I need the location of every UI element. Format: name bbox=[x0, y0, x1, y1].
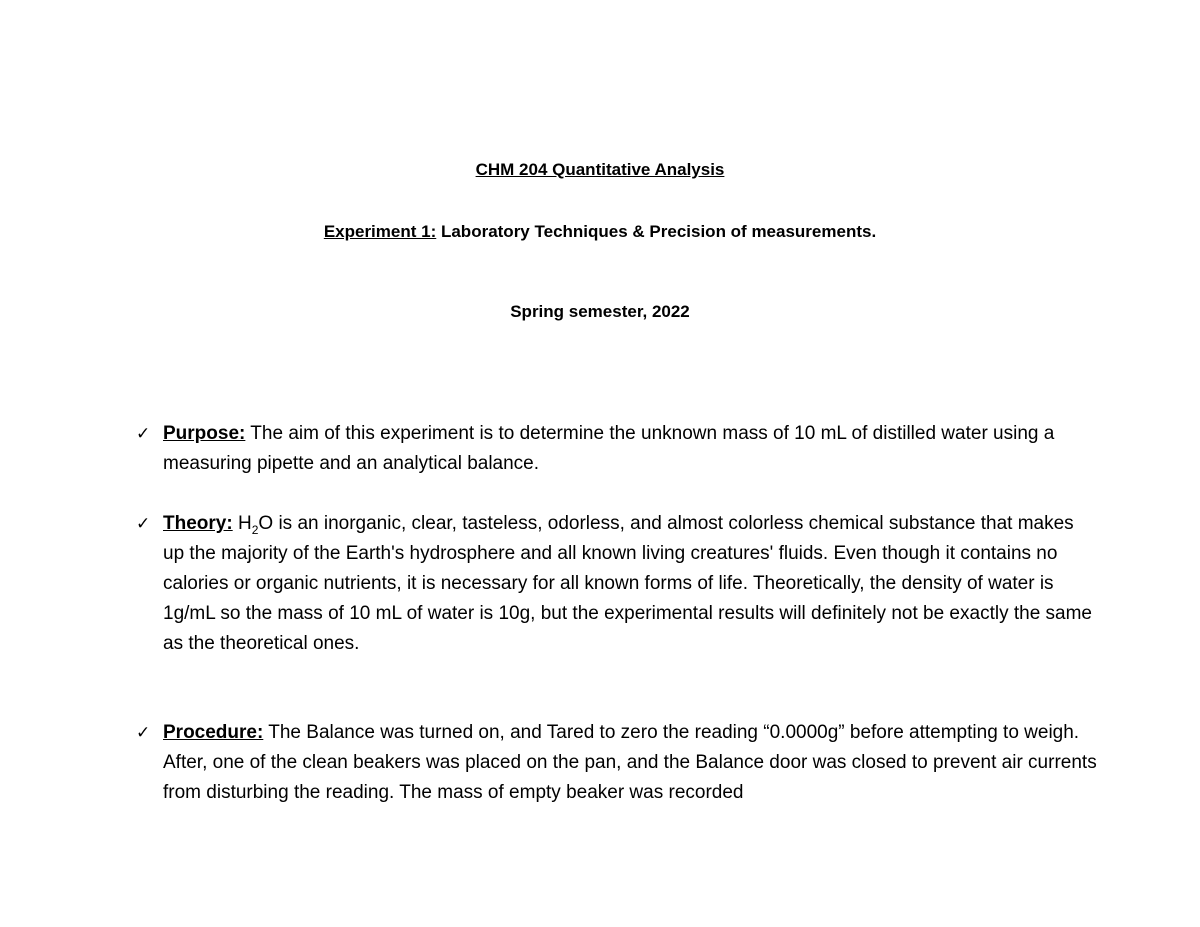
checkmark-icon: ✓ bbox=[136, 424, 151, 444]
semester-line bbox=[0, 302, 1200, 322]
checkmark-icon: ✓ bbox=[136, 723, 151, 743]
water-formula bbox=[237, 513, 274, 537]
experiment-title: Laboratory Techniques & Precision of measurements. bbox=[436, 222, 877, 241]
theory-text: is an inorganic, clear, tasteless, odorless, and almost colorless chemical substance that makes up the majority of the Earth's hydrosphere and all known living creatures' fluids. Even though it contains no calories or organic nutrients, it is necessary for all known forms of life. Theoretically, the density of water is 1g/mL so the mass of 10 mL of water is 10g, but the experimental results will definitely not be exactly the same as the theoretical ones. bbox=[163, 513, 1092, 654]
purpose-paragraph bbox=[163, 419, 1098, 479]
experiment-label: Experiment 1: bbox=[323, 222, 437, 241]
purpose-text: The aim of this experiment is to determine the unknown mass of 10 mL of distilled water using a measuring pipette and an analytical balance. bbox=[163, 423, 1055, 474]
experiment-heading bbox=[0, 222, 1200, 242]
formula-base: H bbox=[237, 513, 252, 534]
semester-text: Spring semester, 2022 bbox=[510, 302, 690, 321]
course-title bbox=[0, 160, 1200, 180]
theory-label: Theory: bbox=[163, 513, 233, 534]
procedure-text: The Balance was turned on, and Tared to zero the reading “0.0000g” before attempting to weigh. After, one of the clean beakers was placed on the pan, and the Balance door was closed to prevent air currents from disturbing the reading. The mass of empty beaker was recorded bbox=[163, 722, 1097, 803]
procedure-label: Procedure: bbox=[163, 722, 264, 743]
theory-paragraph bbox=[163, 509, 1098, 659]
purpose-label: Purpose: bbox=[163, 423, 246, 444]
formula-tail: O bbox=[258, 513, 274, 534]
course-title-text: CHM 204 Quantitative Analysis bbox=[475, 160, 725, 179]
procedure-paragraph bbox=[163, 718, 1098, 808]
checkmark-icon: ✓ bbox=[136, 514, 151, 534]
formula-subscript: 2 bbox=[251, 522, 259, 537]
